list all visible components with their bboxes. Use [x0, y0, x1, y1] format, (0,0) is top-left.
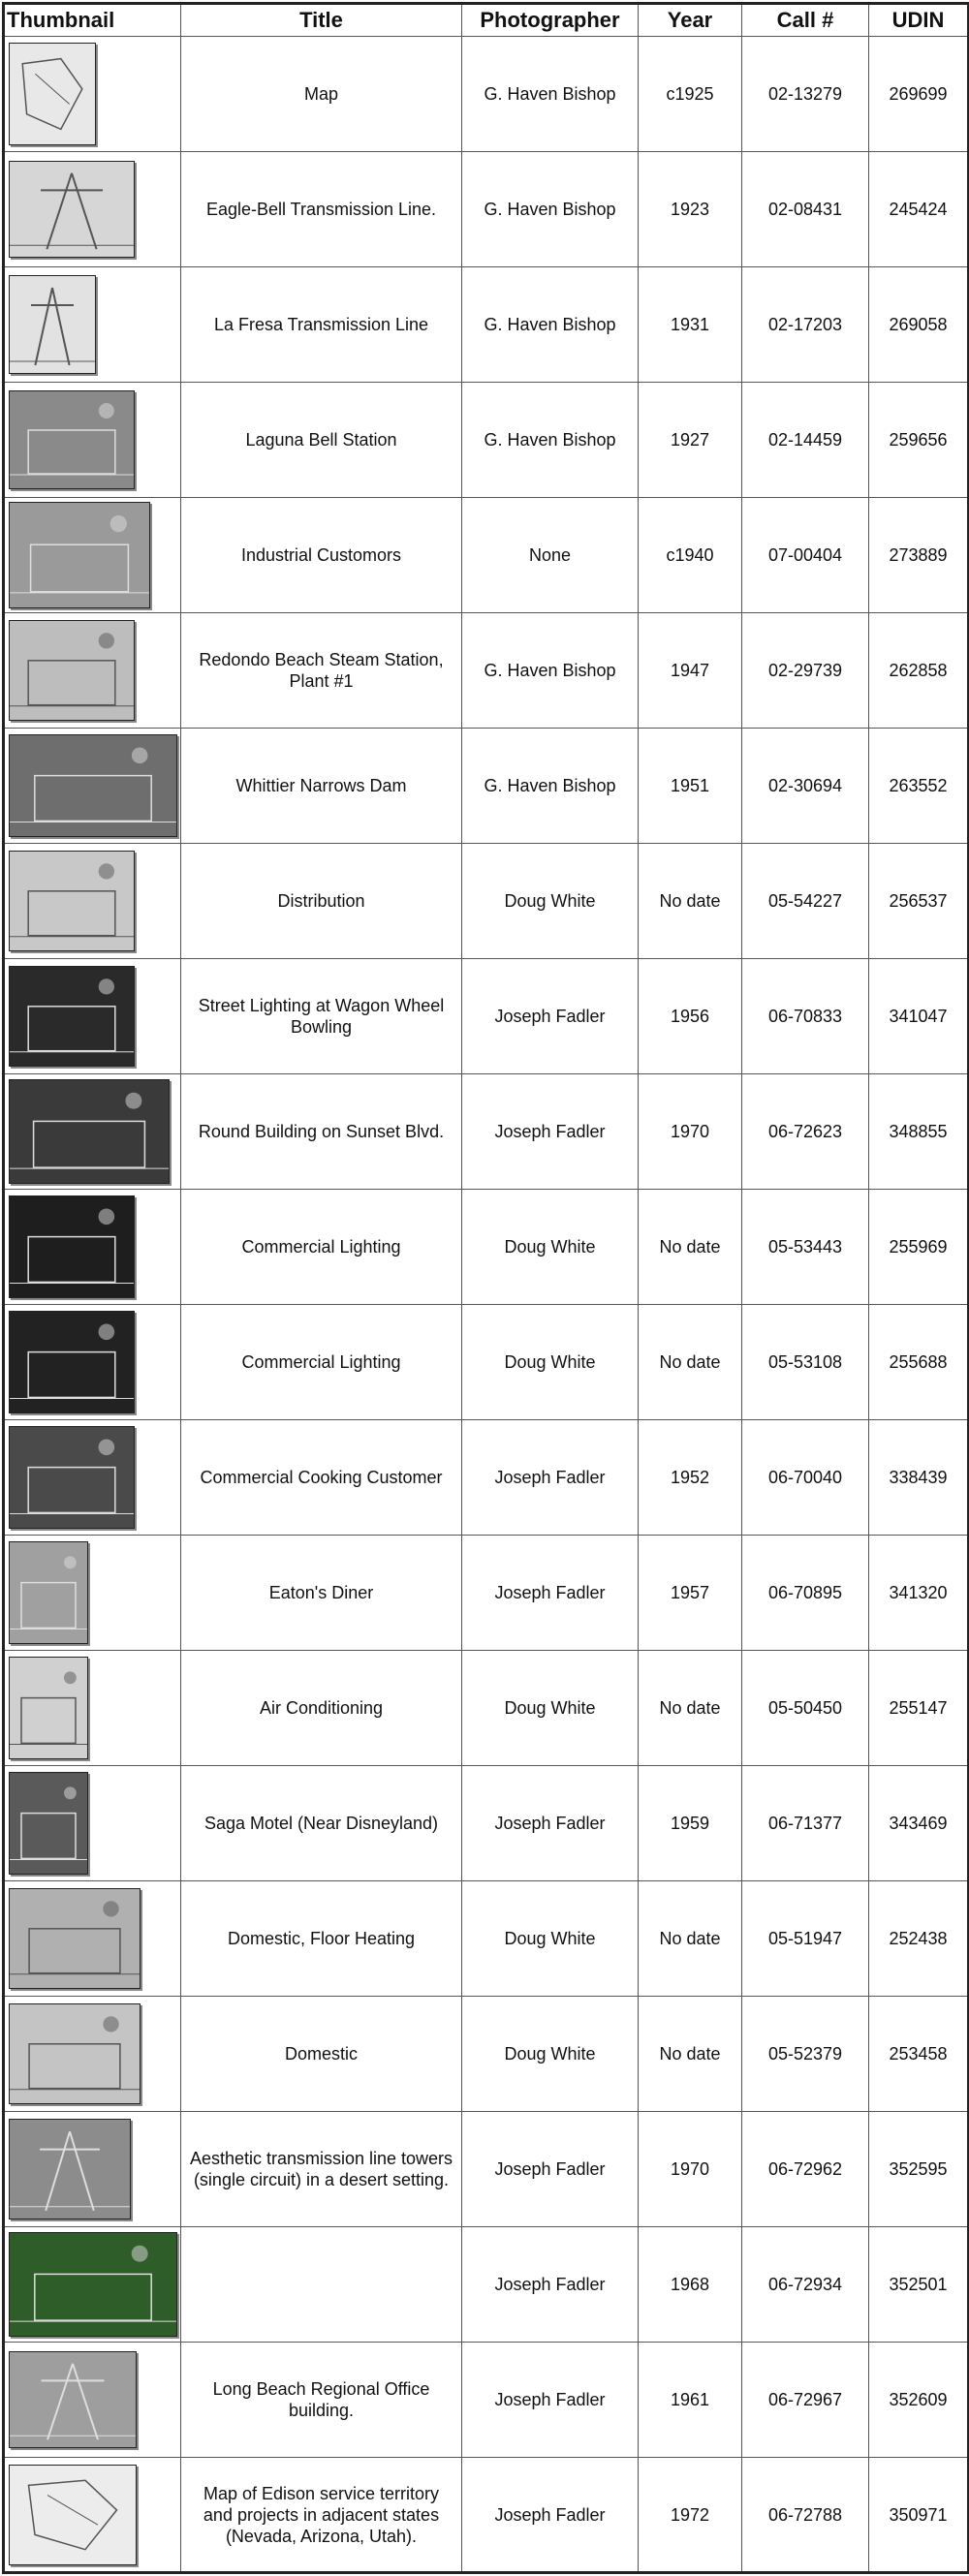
kitchen-thumbnail-icon[interactable] — [9, 2003, 141, 2104]
photographer-cell: Doug White — [462, 1881, 639, 1997]
table-row — [4, 1190, 969, 1305]
photographer-cell: G. Haven Bishop — [462, 383, 639, 498]
table-row — [4, 1305, 969, 1420]
table-row — [4, 1997, 969, 2112]
photographer-cell: Joseph Fadler — [462, 2458, 639, 2573]
year-cell: 1951 — [639, 729, 742, 844]
motel-sign-thumbnail-icon[interactable] — [9, 1657, 88, 1759]
restaurant-thumbnail-icon[interactable] — [9, 1426, 135, 1529]
udin-cell: 263552 — [869, 729, 969, 844]
title-cell: Redondo Beach Steam Station, Plant #1 — [181, 613, 462, 729]
steel-frame-thumbnail-icon[interactable] — [9, 620, 135, 721]
column-header-year: Year — [639, 4, 742, 37]
transmission-tower-thumbnail-icon[interactable] — [9, 161, 135, 258]
map-thumbnail-icon[interactable] — [9, 43, 96, 145]
year-cell: c1925 — [639, 37, 742, 152]
thumbnail-cell — [4, 37, 181, 152]
thumbnail-cell — [4, 1997, 181, 2112]
photographer-cell: Doug White — [462, 1305, 639, 1420]
year-cell: 1923 — [639, 152, 742, 267]
title-cell: Eagle-Bell Transmission Line. — [181, 152, 462, 267]
thumbnail-cell — [4, 2227, 181, 2343]
desert-towers-thumbnail-icon[interactable] — [9, 2119, 131, 2219]
thumbnail-cell — [4, 2343, 181, 2458]
year-cell: 1961 — [639, 2343, 742, 2458]
call-number-cell: 02-17203 — [742, 267, 869, 383]
year-cell: c1940 — [639, 498, 742, 613]
photographer-cell: G. Haven Bishop — [462, 152, 639, 267]
photographer-cell: None — [462, 498, 639, 613]
year-cell: No date — [639, 1651, 742, 1766]
call-number-cell: 02-14459 — [742, 383, 869, 498]
header-row — [4, 4, 969, 37]
title-cell: Long Beach Regional Office building. — [181, 2343, 462, 2458]
title-cell: Domestic — [181, 1997, 462, 2112]
thumbnail-cell — [4, 2458, 181, 2573]
title-cell: Laguna Bell Station — [181, 383, 462, 498]
year-cell: 1952 — [639, 1420, 742, 1536]
year-cell: No date — [639, 1305, 742, 1420]
photo-catalog-table-wrapper — [2, 2, 967, 2574]
udin-cell: 256537 — [869, 844, 969, 959]
table-row — [4, 1881, 969, 1997]
palm-motel-thumbnail-icon[interactable] — [9, 1772, 88, 1875]
table-row — [4, 844, 969, 959]
thumbnail-cell — [4, 267, 181, 383]
lit-storefront-thumbnail-icon[interactable] — [9, 1311, 135, 1413]
thumbnail-cell — [4, 383, 181, 498]
photographer-cell: G. Haven Bishop — [462, 267, 639, 383]
thumbnail-cell — [4, 1305, 181, 1420]
photographer-cell: Joseph Fadler — [462, 2227, 639, 2343]
call-number-cell: 06-72967 — [742, 2343, 869, 2458]
table-row — [4, 2458, 969, 2573]
title-cell: Air Conditioning — [181, 1651, 462, 1766]
udin-cell: 273889 — [869, 498, 969, 613]
udin-cell: 262858 — [869, 613, 969, 729]
title-cell: Street Lighting at Wagon Wheel Bowling — [181, 959, 462, 1074]
title-cell: Industrial Customors — [181, 498, 462, 613]
column-header-photographer: Photographer — [462, 4, 639, 37]
table-row — [4, 267, 969, 383]
thumbnail-cell — [4, 1190, 181, 1305]
title-cell: Commercial Lighting — [181, 1190, 462, 1305]
thumbnail-cell — [4, 1651, 181, 1766]
title-cell: Distribution — [181, 844, 462, 959]
table-row — [4, 1420, 969, 1536]
year-cell: 1968 — [639, 2227, 742, 2343]
call-number-cell: 05-54227 — [742, 844, 869, 959]
year-cell: No date — [639, 1881, 742, 1997]
call-number-cell: 06-71377 — [742, 1766, 869, 1881]
year-cell: 1959 — [639, 1766, 742, 1881]
table-row — [4, 613, 969, 729]
thumbnail-cell — [4, 1536, 181, 1651]
udin-cell: 255969 — [869, 1190, 969, 1305]
photographer-cell: Joseph Fadler — [462, 1766, 639, 1881]
thumbnail-cell — [4, 2112, 181, 2227]
thumbnail-cell — [4, 729, 181, 844]
udin-cell: 255688 — [869, 1305, 969, 1420]
home-interior-thumbnail-icon[interactable] — [9, 1888, 141, 1989]
call-number-cell: 06-72934 — [742, 2227, 869, 2343]
year-cell: No date — [639, 844, 742, 959]
table-row — [4, 729, 969, 844]
table-row — [4, 1766, 969, 1881]
photographer-cell: Joseph Fadler — [462, 1536, 639, 1651]
title-cell: Round Building on Sunset Blvd. — [181, 1074, 462, 1190]
table-row — [4, 2343, 969, 2458]
call-number-cell: 06-72788 — [742, 2458, 869, 2573]
call-number-cell: 06-70833 — [742, 959, 869, 1074]
table-row — [4, 152, 969, 267]
photographer-cell: G. Haven Bishop — [462, 729, 639, 844]
round-building-thumbnail-icon[interactable] — [9, 1079, 170, 1184]
thumbnail-cell — [4, 844, 181, 959]
year-cell: 1956 — [639, 959, 742, 1074]
year-cell: No date — [639, 1997, 742, 2112]
title-cell: Saga Motel (Near Disneyland) — [181, 1766, 462, 1881]
call-number-cell: 02-08431 — [742, 152, 869, 267]
call-number-cell: 06-70040 — [742, 1420, 869, 1536]
photographer-cell: Joseph Fadler — [462, 2343, 639, 2458]
call-number-cell: 07-00404 — [742, 498, 869, 613]
title-cell: Map — [181, 37, 462, 152]
year-cell: 1970 — [639, 1074, 742, 1190]
call-number-cell: 06-72623 — [742, 1074, 869, 1190]
territory-map-thumbnail-icon[interactable] — [9, 2465, 137, 2565]
color-campus-thumbnail-icon[interactable] — [9, 2232, 177, 2337]
table-body — [4, 37, 969, 2573]
title-cell: Commercial Cooking Customer — [181, 1420, 462, 1536]
transmission-tower-thumbnail-icon[interactable] — [9, 275, 96, 374]
photographer-cell: Doug White — [462, 1997, 639, 2112]
construction-site-thumbnail-icon[interactable] — [9, 734, 177, 837]
year-cell: 1957 — [639, 1536, 742, 1651]
night-street-thumbnail-icon[interactable] — [9, 966, 135, 1067]
photo-catalog-table — [2, 2, 969, 2574]
table-row — [4, 37, 969, 152]
title-cell: La Fresa Transmission Line — [181, 267, 462, 383]
call-number-cell: 05-53443 — [742, 1190, 869, 1305]
udin-cell: 252438 — [869, 1881, 969, 1997]
udin-cell: 255147 — [869, 1651, 969, 1766]
thumbnail-cell — [4, 498, 181, 613]
table-row — [4, 2227, 969, 2343]
year-cell: 1947 — [639, 613, 742, 729]
year-cell: No date — [639, 1190, 742, 1305]
photographer-cell: Doug White — [462, 1190, 639, 1305]
photographer-cell: G. Haven Bishop — [462, 613, 639, 729]
photographer-cell: Joseph Fadler — [462, 1074, 639, 1190]
photographer-cell: Doug White — [462, 1651, 639, 1766]
udin-cell: 350971 — [869, 2458, 969, 2573]
call-number-cell: 02-13279 — [742, 37, 869, 152]
table-row — [4, 498, 969, 613]
udin-cell: 269058 — [869, 267, 969, 383]
column-header-call-number: Call # — [742, 4, 869, 37]
title-cell: Aesthetic transmission line towers (single circuit) in a desert setting. — [181, 2112, 462, 2227]
udin-cell: 352501 — [869, 2227, 969, 2343]
photographer-cell: Joseph Fadler — [462, 1420, 639, 1536]
call-number-cell: 02-29739 — [742, 613, 869, 729]
udin-cell: 348855 — [869, 1074, 969, 1190]
call-number-cell: 05-51947 — [742, 1881, 869, 1997]
title-cell: Whittier Narrows Dam — [181, 729, 462, 844]
title-cell: Map of Edison service territory and projects in adjacent states (Nevada, Arizona, Utah). — [181, 2458, 462, 2573]
call-number-cell: 06-72962 — [742, 2112, 869, 2227]
column-header-thumbnail: Thumbnail — [4, 4, 181, 37]
year-cell: 1970 — [639, 2112, 742, 2227]
title-cell: Domestic, Floor Heating — [181, 1881, 462, 1997]
photographer-cell: Doug White — [462, 844, 639, 959]
table-row — [4, 1536, 969, 1651]
udin-cell: 245424 — [869, 152, 969, 267]
title-cell: Commercial Lighting — [181, 1305, 462, 1420]
call-number-cell: 05-53108 — [742, 1305, 869, 1420]
udin-cell: 338439 — [869, 1420, 969, 1536]
udin-cell: 259656 — [869, 383, 969, 498]
thumbnail-cell — [4, 1766, 181, 1881]
thumbnail-cell — [4, 1074, 181, 1190]
call-number-cell: 02-30694 — [742, 729, 869, 844]
thumbnail-cell — [4, 959, 181, 1074]
udin-cell: 341320 — [869, 1536, 969, 1651]
photographer-cell: Joseph Fadler — [462, 959, 639, 1074]
table-row — [4, 959, 969, 1074]
udin-cell: 343469 — [869, 1766, 969, 1881]
udin-cell: 352609 — [869, 2343, 969, 2458]
table-row — [4, 1651, 969, 1766]
udin-cell: 269699 — [869, 37, 969, 152]
column-header-title: Title — [181, 4, 462, 37]
title-cell — [181, 2227, 462, 2343]
udin-cell: 352595 — [869, 2112, 969, 2227]
call-number-cell: 05-52379 — [742, 1997, 869, 2112]
office-tower-thumbnail-icon[interactable] — [9, 2351, 137, 2448]
table-row — [4, 2112, 969, 2227]
diner-interior-thumbnail-icon[interactable] — [9, 1541, 88, 1644]
year-cell: 1931 — [639, 267, 742, 383]
street-car-thumbnail-icon[interactable] — [9, 851, 135, 951]
udin-cell: 341047 — [869, 959, 969, 1074]
thumbnail-cell — [4, 1881, 181, 1997]
thumbnail-cell — [4, 613, 181, 729]
photographer-cell: G. Haven Bishop — [462, 37, 639, 152]
year-cell: 1927 — [639, 383, 742, 498]
lit-storefront-thumbnail-icon[interactable] — [9, 1195, 135, 1298]
factory-thumbnail-icon[interactable] — [9, 502, 150, 608]
call-number-cell: 06-70895 — [742, 1536, 869, 1651]
column-header-udin: UDIN — [869, 4, 969, 37]
udin-cell: 253458 — [869, 1997, 969, 2112]
title-cell: Eaton's Diner — [181, 1536, 462, 1651]
call-number-cell: 05-50450 — [742, 1651, 869, 1766]
station-interior-thumbnail-icon[interactable] — [9, 390, 135, 489]
table-row — [4, 383, 969, 498]
thumbnail-cell — [4, 152, 181, 267]
year-cell: 1972 — [639, 2458, 742, 2573]
thumbnail-cell — [4, 1420, 181, 1536]
table-row — [4, 1074, 969, 1190]
photographer-cell: Joseph Fadler — [462, 2112, 639, 2227]
